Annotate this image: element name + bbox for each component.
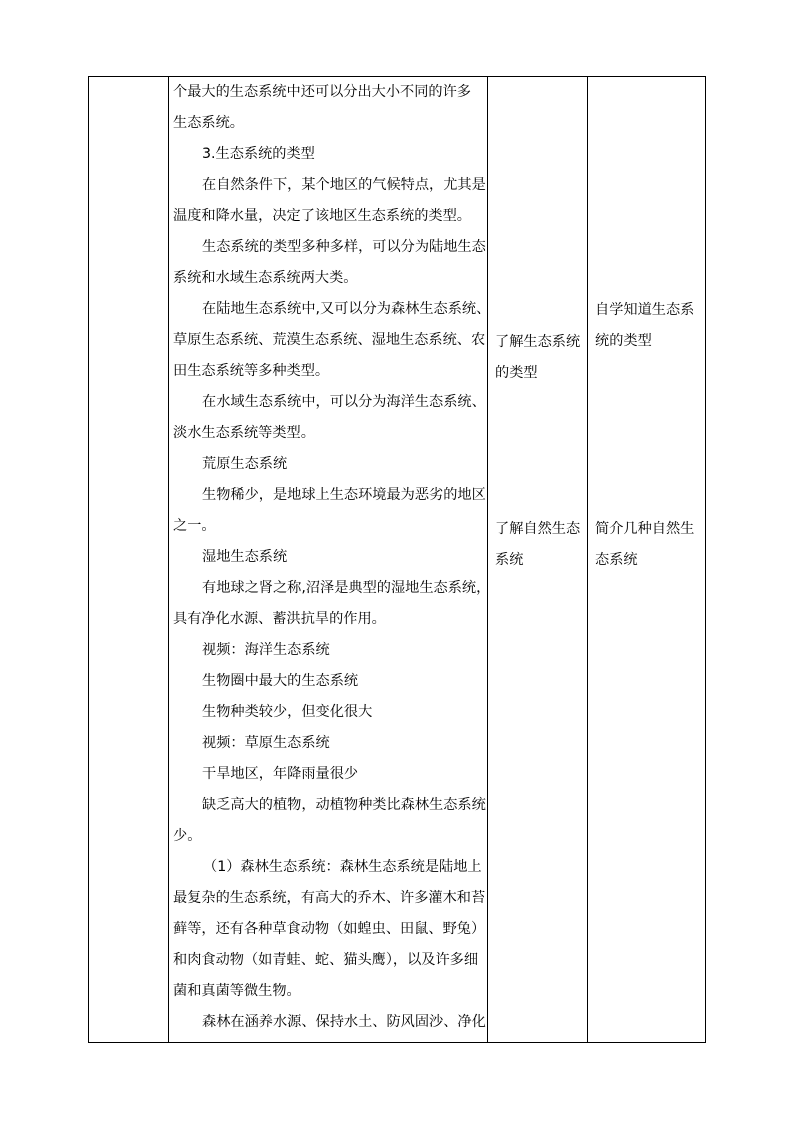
content-line: 在水域生态系统中，可以分为海洋生态系统、 [202, 394, 486, 410]
content-line: 在自然条件下，某个地区的气候特点，尤其是 [202, 177, 486, 193]
content-line: 生物稀少，是地球上生态环境最为恶劣的地区 [202, 487, 486, 503]
content-line: 视频：海洋生态系统 [202, 642, 330, 658]
content-line: 干旱地区，年降雨量很少 [202, 766, 359, 782]
column-divider [487, 77, 488, 1042]
content-line: 藓等，还有各种草食动物（如蝗虫、田鼠、野兔） [173, 921, 486, 937]
objective-line: 了解生态系统 [495, 334, 581, 350]
content-line: 和肉食动物（如青蛙、蛇、猫头鹰），以及许多细 [173, 952, 479, 968]
activity-self-study [595, 295, 695, 357]
content-line: 视频：草原生态系统 [202, 735, 330, 751]
content-line: 少。 [173, 828, 202, 844]
activity-intro [595, 514, 695, 576]
content-line: 缺乏高大的植物，动植物种类比森林生态系统 [202, 797, 486, 813]
objective-line: 系统 [495, 552, 524, 568]
activity-line: 统的类型 [595, 333, 652, 349]
section-heading: 3.生态系统的类型 [202, 146, 315, 162]
content-line: 之一。 [173, 518, 216, 534]
subheading: 湿地生态系统 [202, 549, 288, 565]
objective-line: 的类型 [495, 365, 538, 381]
content-line: 生态系统。 [173, 115, 244, 131]
content-line: 有地球之肾之称,沼泽是典型的湿地生态系统， [202, 580, 491, 596]
content-line: （1）森林生态系统：森林生态系统是陆地上 [203, 859, 482, 875]
activity-line: 态系统 [595, 552, 638, 568]
content-line: 生物种类较少，但变化很大 [202, 704, 373, 720]
activity-line: 简介几种自然生 [595, 521, 695, 537]
content-line: 在陆地生态系统中,又可以分为森林生态系统、 [202, 301, 491, 317]
content-line: 田生态系统等多种类型。 [173, 363, 330, 379]
content-line: 淡水生态系统等类型。 [173, 425, 315, 441]
content-line: 个最大的生态系统中还可以分出大小不同的许多 [173, 84, 471, 100]
content-line: 草原生态系统、荒漠生态系统、湿地生态系统、农 [173, 332, 486, 348]
content-line: 生态系统的类型多种多样，可以分为陆地生态 [202, 239, 486, 255]
content-line: 最复杂的生态系统，有高大的乔木、许多灌木和苔 [173, 890, 486, 906]
content-line: 温度和降水量，决定了该地区生态系统的类型。 [173, 208, 471, 224]
subheading: 荒原生态系统 [202, 456, 288, 472]
content-line: 生物圈中最大的生态系统 [202, 673, 359, 689]
content-line: 森林在涵养水源、保持水土、防风固沙、净化 [202, 1014, 486, 1030]
lesson-table [88, 76, 706, 1043]
content-line: 系统和水域生态系统两大类。 [173, 270, 358, 286]
activity-line: 自学知道生态系 [595, 302, 695, 318]
objective-natural [495, 514, 591, 576]
column-divider [168, 77, 169, 1042]
teaching-content-column [173, 77, 491, 1038]
content-line: 菌和真菌等微生物。 [173, 983, 301, 999]
objective-types [495, 327, 591, 389]
objective-line: 了解自然生态 [495, 521, 581, 537]
content-line: 具有净化水源、蓄洪抗旱的作用。 [173, 611, 386, 627]
